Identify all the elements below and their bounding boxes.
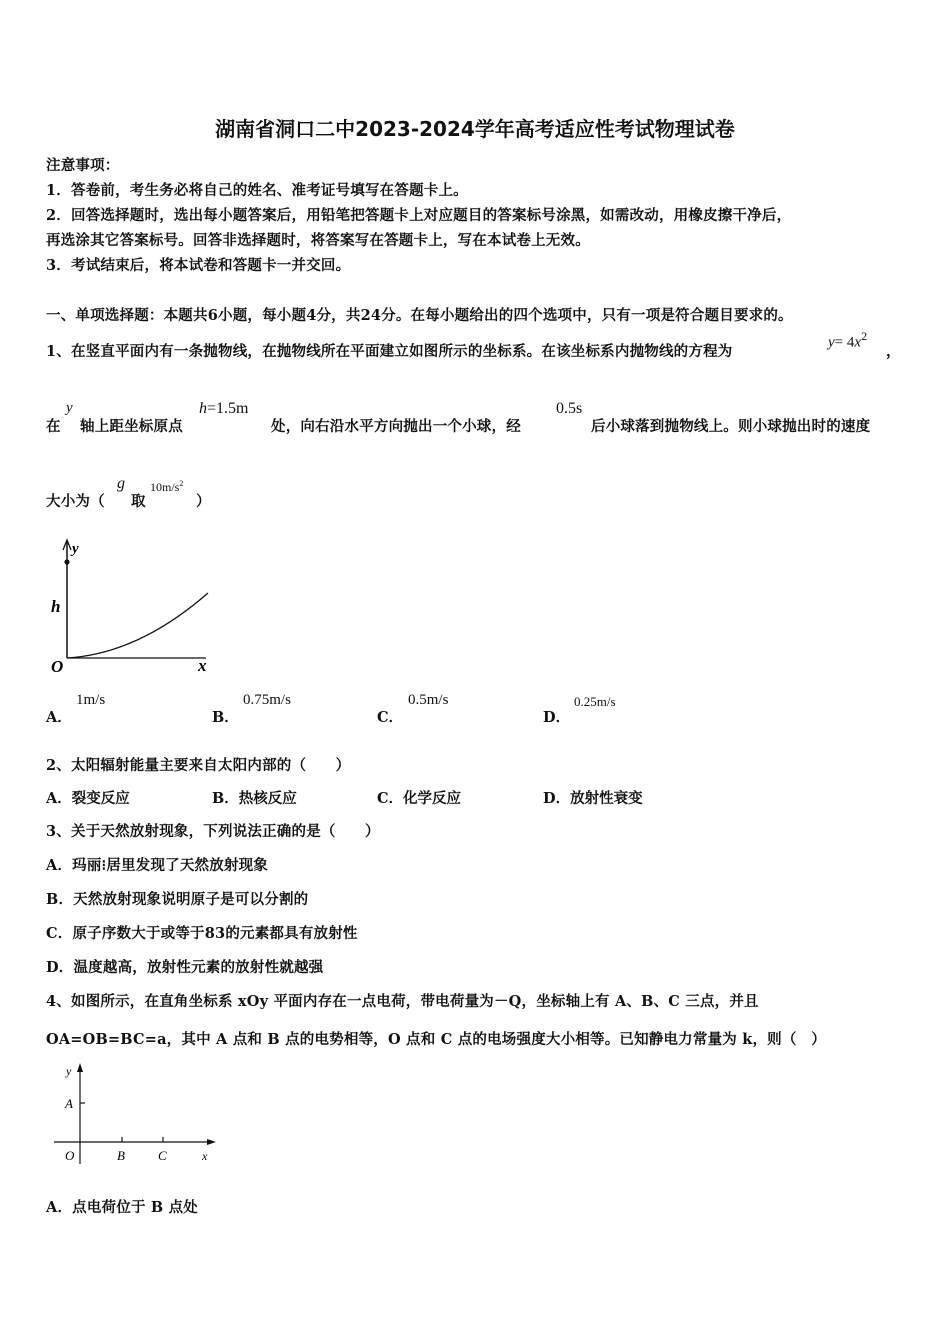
q1-g-exp: 2 [179, 479, 184, 488]
notice-item-3: 3．考试结束后，将本试卷和答题卡一并交回。 [46, 257, 351, 274]
q2-option-a [46, 787, 130, 808]
q1-h-value: =1.5m [207, 400, 249, 417]
q1-l2-d: 后小球落到抛物线上。则小球抛出时的速度 [591, 418, 871, 435]
q3-option-b: B．天然放射现象说明原子是可以分割的 [46, 891, 309, 908]
q3-stem: 3、关于天然放射现象，下列说法正确的是（ ） [46, 823, 380, 840]
eq-eq: = 4 [834, 334, 855, 351]
q4-fig-a: A [65, 1096, 73, 1111]
section-heading: 一、单项选择题：本题共6小题，每小题4分，共24分。在每小题给出的四个选项中，只有一项是符合题目要求的。 [46, 307, 793, 324]
notice-item-2a: 2．回答选择题时，选出每小题答案后，用铅笔把答题卡上对应题目的答案标号涂黑，如需改动，用橡皮擦干净后， [46, 207, 792, 224]
q1-stem-line1: 1、在竖直平面内有一条抛物线，在抛物线所在平面建立如图所示的坐标系。在该坐标系内抛物线的方程为 [46, 343, 733, 360]
notice-item-1: 1．答卷前，考生务必将自己的姓名、准考证号填写在答题卡上。 [46, 182, 468, 199]
q4-option-a: A．点电荷位于 B 点处 [46, 1199, 199, 1216]
q2-option-c [377, 787, 461, 808]
q2-option-b [212, 787, 297, 808]
q1-figure [48, 536, 220, 676]
q4-fig-o: O [65, 1148, 75, 1163]
q4-x-arrow [207, 1139, 216, 1145]
page-title: 湖南省洞口二中2023-2024学年高考适应性考试物理试卷 [215, 117, 735, 141]
q1-l3-g: g [117, 475, 125, 492]
q1-parabola [67, 593, 208, 658]
q1-l3-c: ） [196, 493, 211, 510]
q1-option-b-label: B． [212, 709, 239, 726]
q4-stem-line1: 4、如图所示，在直角坐标系 xOy 平面内存在一点电荷，带电荷量为－Q，坐标轴上有 A、B、C 三点，并且 [46, 993, 759, 1010]
q3-option-a: A．玛丽⁝居里发现了天然放射现象 [46, 857, 269, 874]
q1-g-unit: 10m/s [150, 480, 180, 494]
eq-x: x [854, 334, 862, 351]
q2-b-label: B． [212, 790, 239, 807]
q1-g-value [150, 479, 183, 495]
q2-stem: 2、太阳辐射能量主要来自太阳内部的（ ） [46, 757, 351, 774]
q1-equation [828, 329, 867, 351]
q3-option-d: D．温度越高，放射性元素的放射性就越强 [46, 959, 324, 976]
q1-l3-b: 取 [131, 493, 146, 510]
q1-option-d-label: D． [543, 709, 571, 726]
eq-y: y [828, 334, 835, 351]
q4-figure [50, 1060, 222, 1170]
q2-option-d [543, 787, 643, 808]
q4-fig-y: y [66, 1064, 72, 1078]
q3-option-c: C．原子序数大于或等于83的元素都具有放射性 [46, 925, 358, 942]
q1-fig-h: h [51, 597, 61, 616]
q4-fig-c: C [158, 1148, 167, 1163]
q2-c-label: C． [377, 790, 404, 807]
q1-fig-o: O [51, 657, 64, 676]
q1-option-b-value: 0.75m/s [243, 692, 291, 708]
q1-option-c-value: 0.5m/s [408, 692, 449, 708]
q2-d-value: 放射性衰变 [570, 790, 643, 807]
q1-l2-b: 轴上距坐标原点 [80, 418, 183, 435]
q4-fig-b: B [117, 1148, 125, 1163]
q1-l2-a: 在 [46, 418, 61, 435]
notice-item-2b: 再选涂其它答案标号。回答非选择题时，将答案写在答题卡上，写在本试卷上无效。 [46, 232, 590, 249]
eq-exp: 2 [861, 329, 868, 343]
q2-d-label: D． [543, 790, 571, 807]
notice-heading: 注意事项： [46, 157, 120, 174]
q1-h-symbol: h [199, 400, 207, 417]
q1-option-a-label: A． [46, 709, 72, 726]
q4-stem-line2: OA=OB=BC=a，其中 A 点和 B 点的电势相等，O 点和 C 点的电场强度大小相等。已知静电力常量为 k，则（ ） [46, 1031, 826, 1048]
q1-height [199, 400, 248, 418]
q1-time: 0.5s [556, 400, 583, 417]
q1-l2-y: y [66, 400, 73, 416]
q4-y-arrow [77, 1063, 83, 1072]
q1-fig-x: x [198, 656, 207, 675]
q1-l3-a: 大小为（ [46, 493, 105, 510]
q1-fig-y: y [72, 541, 79, 557]
q1-option-c-label: C． [377, 709, 404, 726]
q2-a-label: A． [46, 790, 72, 807]
q2-c-value: 化学反应 [403, 790, 462, 807]
q4-fig-x: x [202, 1149, 208, 1163]
q1-l2-c: 处，向右沿水平方向抛出一个小球，经 [271, 418, 521, 435]
q1-comma: ， [886, 343, 901, 360]
q2-a-value: 裂变反应 [71, 790, 130, 807]
q1-option-d-value: 0.25m/s [574, 694, 616, 709]
q1-launch-point [64, 559, 69, 564]
q1-option-a-value: 1m/s [76, 692, 106, 708]
q2-b-value: 热核反应 [238, 790, 297, 807]
